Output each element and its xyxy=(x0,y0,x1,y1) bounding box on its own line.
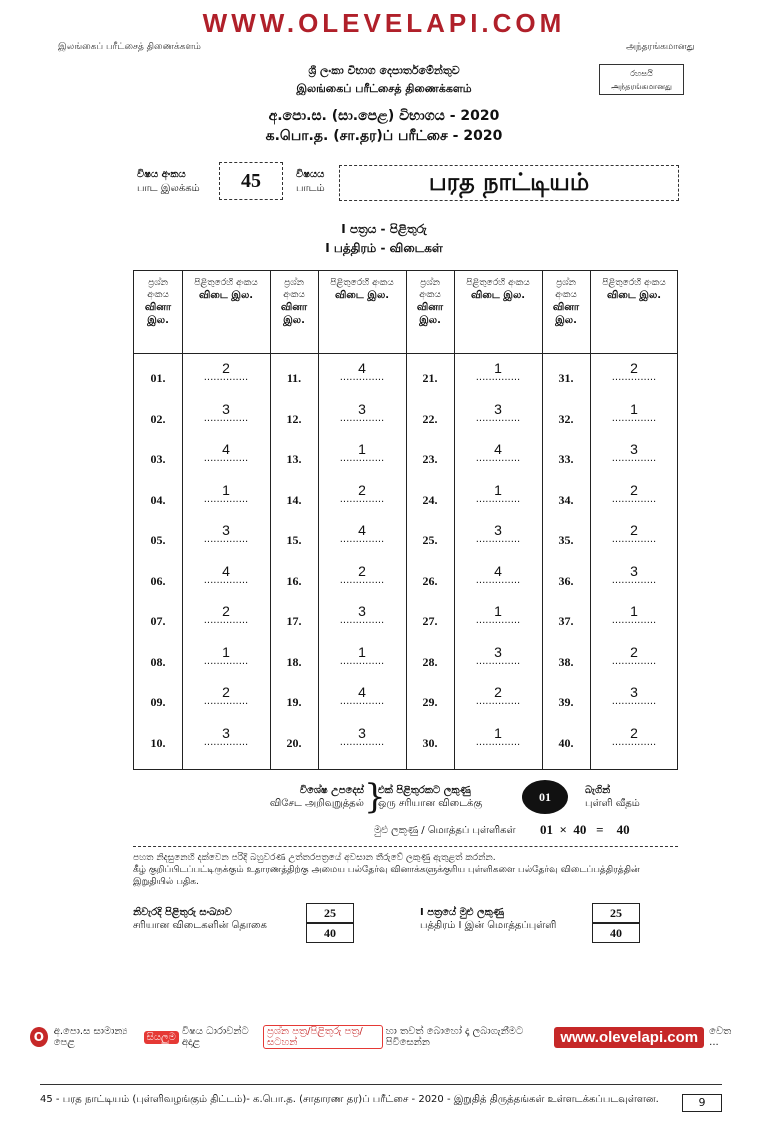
answer-cell xyxy=(452,523,544,543)
answer-dots: .............. xyxy=(611,453,657,464)
subject-name-label-ta: பாடம் xyxy=(296,183,325,194)
header-left-dept: இலங்கைப் பரீட்சைத் திணைக்களம் xyxy=(58,42,201,52)
answer-value: 4 xyxy=(494,441,502,457)
marking-note-si: පහත නිදසුනෙහි දක්වෙන පරිදි බහුවරණ උත්තරපත්‍රයේ අවසාන තීරුවේ ලකුණු ඇතුළත් කරන්න. xyxy=(133,853,496,863)
answer-dots: .............. xyxy=(203,372,249,383)
question-number: 13. xyxy=(286,452,302,466)
question-number: 07. xyxy=(150,614,166,628)
question-number: 20. xyxy=(286,735,302,750)
answer-dots: .............. xyxy=(475,615,521,626)
answer-value: 4 xyxy=(222,562,230,579)
answer-cell xyxy=(452,604,544,624)
answer-cell xyxy=(588,523,680,543)
special-instructions-si: විශේෂ උපදෙස් xyxy=(299,785,364,796)
answer-cell xyxy=(452,361,544,381)
question-number: 12. xyxy=(286,411,302,426)
part-title-ta: I பத்திரம் - விடைகள் xyxy=(325,241,443,255)
banner-text-4: වෙත ... xyxy=(709,1026,732,1048)
answer-value: 1 xyxy=(358,643,366,660)
answer-cell xyxy=(588,402,680,422)
column-header-question xyxy=(272,277,316,327)
column-header-question-si: ප්‍රශ්න අංකය xyxy=(283,278,305,300)
answer-dots: .............. xyxy=(203,534,249,545)
answer-cell xyxy=(452,726,544,746)
marking-note-ta: கீழ் குறிப்பிடப்பட்டிருக்கும் உதாரணத்திற்கு அமைய பல்தேர்வு வினாக்களுக்குரிய புள்ளிகளை பல்தேர்வு விடைப்பத்திரத்தின் இறுதியில் பதிக. xyxy=(133,865,640,887)
answer-value: 2 xyxy=(222,684,230,700)
question-number: 17. xyxy=(286,614,302,628)
confidential-ta: அந்தரங்கமானது xyxy=(611,82,672,91)
answer-dots: .............. xyxy=(475,696,521,707)
answer-dots: .............. xyxy=(203,493,249,505)
column-header-question-si: ප්‍රශ්න අංකය xyxy=(419,278,441,300)
olevelapi-logo-icon: O xyxy=(30,1027,48,1047)
answer-value: 2 xyxy=(222,360,230,376)
column-header-answer-ta: விடை இல. xyxy=(334,290,390,301)
column-header-question-ta: வினா இல. xyxy=(144,302,172,326)
answer-dots: .............. xyxy=(203,453,249,464)
answer-dots: .............. xyxy=(611,655,657,667)
column-header-answer-si: පිළිතුරෙහි අංකය xyxy=(330,278,394,288)
answer-cell xyxy=(588,564,680,584)
answer-dots: .............. xyxy=(475,453,521,464)
column-header-answer xyxy=(184,277,268,302)
question-number: 31. xyxy=(558,371,574,385)
answer-cell xyxy=(316,361,408,381)
answer-value: 4 xyxy=(358,684,366,700)
brace-icon: } xyxy=(364,777,386,817)
question-number: 03. xyxy=(150,452,166,466)
answer-value: 1 xyxy=(630,603,638,619)
answer-value: 2 xyxy=(630,481,638,498)
part-title-si: I පත්‍රය - පිළිතුරු xyxy=(341,222,427,236)
question-number: 11. xyxy=(286,371,302,385)
question-number: 27. xyxy=(422,614,438,628)
correct-count-ta: சரியான விடைகளின் தொகை xyxy=(133,920,267,931)
promo-banner xyxy=(30,1024,740,1050)
answer-dots: .............. xyxy=(339,655,385,667)
footer-rule xyxy=(40,1084,722,1085)
column-header-answer-si: පිළිතුරෙහි අංකය xyxy=(602,278,666,288)
answer-value: 3 xyxy=(358,724,366,741)
exam-title-si: අ.පො.ස. (සා.පෙළ) විභාගය - 2020 xyxy=(268,108,500,124)
subject-number-label-ta: பாட இலக்கம் xyxy=(137,183,200,194)
answer-dots: .............. xyxy=(611,736,657,748)
answer-cell xyxy=(588,442,680,462)
banner-text-2: විෂය ධාරාවන්ට අදාළ xyxy=(181,1026,249,1048)
answer-value: 2 xyxy=(630,643,638,660)
answer-dots: .............. xyxy=(475,412,521,424)
answer-value: 3 xyxy=(222,400,230,417)
marking-note xyxy=(133,852,678,888)
question-number: 32. xyxy=(558,411,574,426)
total-marks-label: මුළු ලකුණු / மொத்தப் புள்ளிகள் xyxy=(374,825,516,836)
answer-cell xyxy=(316,604,408,624)
answer-cell xyxy=(316,645,408,665)
answer-value: 1 xyxy=(630,400,638,417)
answer-cell xyxy=(452,645,544,665)
answer-dots: .............. xyxy=(339,736,385,748)
correct-count-si: නිවැරදි පිළිතුරු සංඛ්‍යාව xyxy=(133,907,232,918)
header-right-confidential: அந்தரங்கமானது xyxy=(626,42,695,52)
answer-value: 2 xyxy=(358,562,366,579)
answer-value: 1 xyxy=(494,360,502,376)
question-number: 25. xyxy=(422,533,438,547)
answer-cell xyxy=(452,483,544,503)
answer-cell xyxy=(180,726,272,746)
each-ta: புள்ளி வீதம் xyxy=(585,798,640,809)
answer-dots: .............. xyxy=(475,534,521,545)
question-number: 02. xyxy=(150,411,166,426)
answer-dots: .............. xyxy=(611,534,657,545)
answer-dots: .............. xyxy=(475,574,521,586)
question-number: 19. xyxy=(286,695,302,709)
question-number: 16. xyxy=(286,573,302,588)
banner-text-3: හා තවත් බොහෝ දෑ ලබාගැනීමට පිවිසෙන්න xyxy=(385,1026,524,1048)
answer-dots: .............. xyxy=(611,372,657,383)
question-number: 14. xyxy=(286,492,302,507)
answer-value: 3 xyxy=(358,603,366,619)
answer-dots: .............. xyxy=(203,655,249,667)
column-header-question xyxy=(136,277,180,327)
question-number: 18. xyxy=(286,654,302,669)
answer-dots: .............. xyxy=(203,615,249,626)
answer-cell xyxy=(588,726,680,746)
answer-value: 3 xyxy=(222,724,230,741)
paper-total-max: 40 xyxy=(592,923,640,943)
answer-value: 3 xyxy=(630,562,638,579)
answer-value: 2 xyxy=(358,481,366,498)
column-header-question-ta: வினா இல. xyxy=(552,302,580,326)
each-label xyxy=(585,784,640,810)
banner-highlight-2: ප්‍රශ්න පත්‍ර/පිළිතුරු පත්‍ර/සටහන් xyxy=(263,1025,383,1049)
answer-cell xyxy=(588,645,680,665)
answer-cell xyxy=(316,442,408,462)
question-number: 15. xyxy=(286,533,302,547)
question-number: 33. xyxy=(558,452,574,466)
answer-value: 1 xyxy=(494,724,502,741)
answer-value: 4 xyxy=(358,360,366,376)
special-instructions-ta: விசேட அறிவுறுத்தல் xyxy=(269,798,364,809)
answer-cell xyxy=(180,604,272,624)
banner-highlight-1: සියලුම xyxy=(144,1031,179,1044)
subject-number-label-si: විෂය අංකය xyxy=(137,169,186,180)
answer-dots: .............. xyxy=(339,372,385,383)
mark-value-badge: 01 xyxy=(522,780,568,814)
special-instructions xyxy=(256,784,364,810)
answer-value: 2 xyxy=(630,360,638,376)
question-number: 22. xyxy=(422,411,438,426)
answer-dots: .............. xyxy=(203,736,249,748)
subject-name: பரத நாட்டியம் xyxy=(339,165,679,201)
answer-cell xyxy=(180,483,272,503)
answer-dots: .............. xyxy=(611,574,657,586)
question-number: 24. xyxy=(422,492,438,507)
answer-dots: .............. xyxy=(203,574,249,586)
question-number: 28. xyxy=(422,654,438,669)
column-header-question-ta: வினா இல. xyxy=(280,302,308,326)
subject-number: 45 xyxy=(219,162,283,200)
answer-value: 3 xyxy=(494,643,502,660)
answer-cell xyxy=(588,483,680,503)
department-ta: இலங்கைப் பரீட்சைத் திணைக்களம் xyxy=(296,82,472,95)
column-header-answer-si: පිළිතුරෙහි අංකය xyxy=(466,278,530,288)
answer-cell xyxy=(452,685,544,705)
question-number: 40. xyxy=(558,735,574,750)
answer-dots: .............. xyxy=(475,372,521,383)
answer-cell xyxy=(316,483,408,503)
answer-cell xyxy=(588,604,680,624)
answer-value: 1 xyxy=(358,441,366,457)
paper-total-value: 25 xyxy=(592,903,640,923)
answer-value: 2 xyxy=(630,522,638,538)
subject-name-label xyxy=(296,168,325,196)
question-number: 35. xyxy=(558,533,574,547)
question-number: 26. xyxy=(422,573,438,588)
column-header-answer xyxy=(592,277,676,302)
answer-cell xyxy=(180,523,272,543)
column-header-answer xyxy=(320,277,404,302)
answer-cell xyxy=(316,726,408,746)
question-number: 05. xyxy=(150,533,166,547)
answer-value: 3 xyxy=(630,684,638,700)
each-si: බැගින් xyxy=(585,785,611,796)
question-number: 06. xyxy=(150,573,166,588)
column-header-question-ta: வினா இல. xyxy=(416,302,444,326)
banner-url-link[interactable]: www.olevelapi.com xyxy=(554,1027,704,1048)
question-number: 29. xyxy=(422,695,438,709)
answer-value: 1 xyxy=(494,603,502,619)
answer-value: 3 xyxy=(358,400,366,417)
answer-dots: .............. xyxy=(475,655,521,667)
answer-value: 2 xyxy=(222,603,230,619)
answer-cell xyxy=(180,564,272,584)
answer-value: 1 xyxy=(222,481,230,498)
divider xyxy=(133,846,678,847)
answer-value: 1 xyxy=(494,481,502,498)
answer-dots: .............. xyxy=(339,412,385,424)
answer-value: 4 xyxy=(494,562,502,579)
answer-cell xyxy=(316,685,408,705)
column-header-question-si: ප්‍රශ්න අංකය xyxy=(555,278,577,300)
answer-cell xyxy=(316,564,408,584)
column-header-answer-ta: விடை இல. xyxy=(198,290,254,301)
answer-cell xyxy=(180,442,272,462)
question-number: 38. xyxy=(558,654,574,669)
question-number: 10. xyxy=(150,735,166,750)
total-marks-formula: 01 × 40 = 40 xyxy=(540,822,630,837)
answer-cell xyxy=(588,361,680,381)
answer-cell xyxy=(180,361,272,381)
correct-count-total: 40 xyxy=(306,923,354,943)
confidential-si: රහසයි xyxy=(630,69,653,78)
column-header-answer xyxy=(456,277,540,302)
answer-dots: .............. xyxy=(611,412,657,424)
column-header-answer-si: පිළිතුරෙහි අංකය xyxy=(194,278,258,288)
answer-value: 1 xyxy=(222,643,230,660)
answer-cell xyxy=(452,402,544,422)
paper-total-si: I පත්‍රයේ මුළු ලකුණු xyxy=(420,907,504,918)
answer-dots: .............. xyxy=(203,696,249,707)
paper-total-ta: பத்திரம் I இன் மொத்தப்புள்ளி xyxy=(420,920,557,931)
answer-dots: .............. xyxy=(339,493,385,505)
question-number: 23. xyxy=(422,452,438,466)
question-number: 39. xyxy=(558,695,574,709)
correct-count-value: 25 xyxy=(306,903,354,923)
answer-dots: .............. xyxy=(475,493,521,505)
per-answer-ta: ஒரு சரியான விடைக்கு xyxy=(378,798,483,809)
question-number: 21. xyxy=(422,371,438,385)
column-header-answer-ta: விடை இல. xyxy=(606,290,662,301)
answer-value: 3 xyxy=(222,522,230,538)
answer-dots: .............. xyxy=(611,493,657,505)
subject-number-label xyxy=(137,168,200,196)
answer-dots: .............. xyxy=(611,615,657,626)
table-header-divider xyxy=(134,353,677,354)
answer-cell xyxy=(180,402,272,422)
question-number: 04. xyxy=(150,492,166,507)
answer-cell xyxy=(316,402,408,422)
question-number: 01. xyxy=(150,371,166,385)
answer-cell xyxy=(452,442,544,462)
answer-value: 3 xyxy=(494,522,502,538)
footer-text: 45 - பரத நாட்டியம் (புள்ளிவழங்கும் திட்டம்)- க.பொ.த. (சாதாரண தர)ப் பரீட்சை - 2020 - இறுதித் திருத்தங்கள் உள்ளடக்கப்படவுள்ளன. xyxy=(40,1094,659,1105)
answer-value: 2 xyxy=(630,724,638,741)
answer-value: 4 xyxy=(222,441,230,457)
answer-dots: .............. xyxy=(339,534,385,545)
per-answer-si: එක් පිළිතුරකට ලකුණු xyxy=(378,785,471,796)
banner-text-1: අ.පො.ස සාමාන්‍ය පෙළ xyxy=(53,1026,128,1048)
answer-value: 2 xyxy=(494,684,502,700)
question-number: 34. xyxy=(558,492,574,507)
department-si: ශ්‍රී ලංකා විභාග දෙපාර්තමේන්තුව xyxy=(308,64,460,77)
answer-value: 3 xyxy=(630,441,638,457)
answer-dots: .............. xyxy=(203,412,249,424)
question-number: 30. xyxy=(422,735,438,750)
column-header-answer-ta: விடை இல. xyxy=(470,290,526,301)
page-number: 9 xyxy=(682,1094,722,1112)
answer-cell xyxy=(316,523,408,543)
answer-dots: .............. xyxy=(611,696,657,707)
question-number: 08. xyxy=(150,654,166,669)
answer-dots: .............. xyxy=(475,736,521,748)
correct-count-label xyxy=(133,906,267,932)
column-header-question xyxy=(544,277,588,327)
answer-dots: .............. xyxy=(339,574,385,586)
answer-value: 3 xyxy=(494,400,502,417)
column-header-question xyxy=(408,277,452,327)
answer-table xyxy=(133,270,678,770)
paper-total-label xyxy=(420,906,556,932)
answer-cell xyxy=(588,685,680,705)
question-number: 09. xyxy=(150,695,166,709)
question-number: 36. xyxy=(558,573,574,588)
answer-dots: .............. xyxy=(339,453,385,464)
column-header-question-si: ප්‍රශ්න අංකය xyxy=(147,278,169,300)
per-answer-label xyxy=(378,784,482,810)
answer-dots: .............. xyxy=(339,615,385,626)
answer-cell xyxy=(452,564,544,584)
subject-name-label-si: විෂයය xyxy=(296,169,325,180)
answer-value: 4 xyxy=(358,522,366,538)
answer-cell xyxy=(180,645,272,665)
site-title: WWW.OLEVELAPI.COM xyxy=(202,8,566,38)
exam-title-ta: க.பொ.த. (சா.தர)ப் பரீட்சை - 2020 xyxy=(265,128,503,144)
question-number: 37. xyxy=(558,614,574,628)
answer-cell xyxy=(180,685,272,705)
answer-dots: .............. xyxy=(339,696,385,707)
